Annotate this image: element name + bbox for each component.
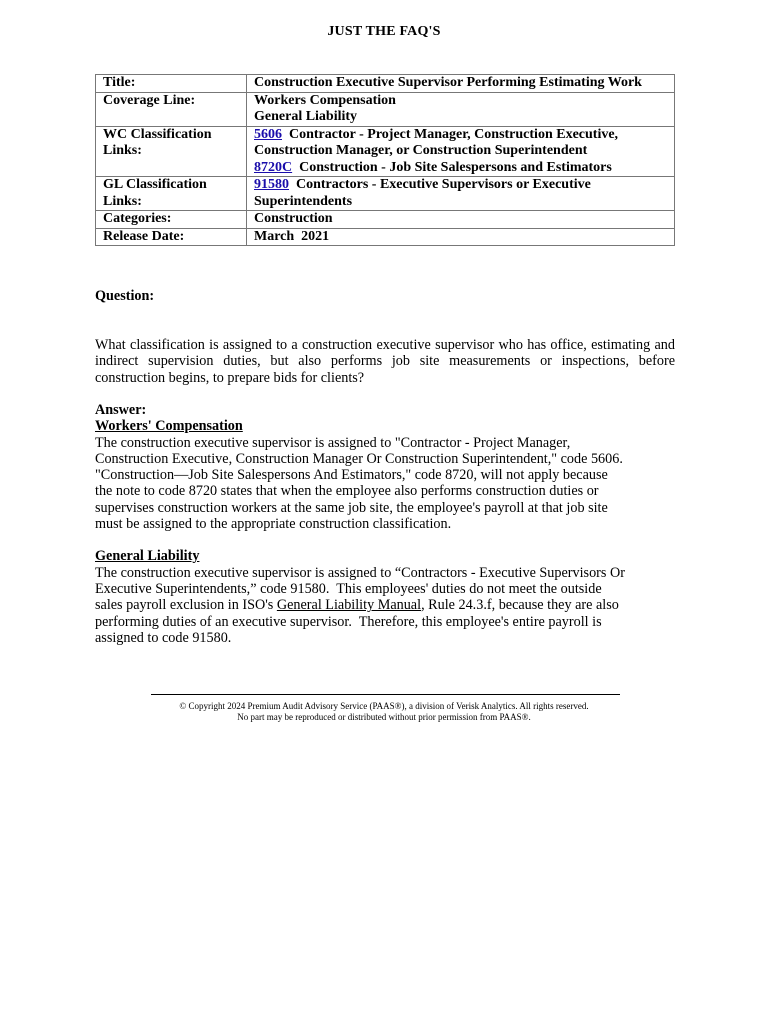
- wc-answer-line: must be assigned to the appropriate construction classification.: [95, 516, 452, 533]
- wc-classification-row: [96, 126, 675, 177]
- coverage-label: Coverage Line:: [96, 92, 247, 126]
- release-date-label: Release Date:: [96, 228, 247, 246]
- wc-link-text: Contractor - Project Manager, Construction Executive, Construction Manager, or Construction Superintendent: [254, 126, 619, 158]
- wc-code-link-8720c[interactable]: 8720C: [254, 159, 293, 175]
- title-value: Construction Executive Supervisor Performing Estimating Work: [247, 75, 675, 93]
- gl-manual-reference: General Liability Manual: [276, 597, 422, 614]
- answer-heading: Answer:: [95, 402, 147, 418]
- wc-answer-line: the note to code 8720 states that when the employee also performs construction duties or: [95, 483, 599, 500]
- copyright-footer: [0, 701, 768, 723]
- wc-answer-heading: Workers' Compensation: [95, 418, 243, 435]
- answer-section: [95, 402, 675, 646]
- coverage-line-wc: Workers Compensation: [254, 92, 396, 108]
- gl-answer-text: [95, 565, 675, 646]
- gl-line-post: , Rule 24.3.f, because they are also: [421, 597, 619, 614]
- title-label: Title:: [96, 75, 247, 93]
- wc-link-item: [254, 127, 667, 160]
- footer-divider: [151, 694, 620, 695]
- coverage-line-gl: General Liability: [254, 109, 358, 124]
- gl-answer-line: performing duties of an executive supervisor. Therefore, this employee's entire payroll is: [95, 613, 602, 630]
- question-text: What classification is assigned to a construction executive supervisor who has office, estimating and indirect supervision duties, but also performs job site measurements or inspections, before construction begins, to prepare bids for clients?: [95, 337, 675, 386]
- gl-answer-line: The construction executive supervisor is assigned to “Contractors - Executive Supervisors Or: [95, 564, 625, 581]
- coverage-value: [247, 92, 675, 126]
- coverage-row: [96, 92, 675, 126]
- release-date-row: [96, 228, 675, 246]
- gl-link-text: Contractors - Executive Supervisors or Executive Superintendents: [254, 177, 591, 209]
- wc-answer-line: supervises construction workers at the same job site, the employee's payroll at that job site: [95, 499, 608, 516]
- gl-answer-line: Executive Superintendents,” code 91580. This employees' duties do not meet the outside: [95, 580, 602, 597]
- categories-row: [96, 211, 675, 229]
- gl-classification-label: GL Classification Links:: [96, 177, 247, 211]
- gl-link-item: [254, 177, 667, 210]
- question-heading: Question:: [95, 288, 155, 304]
- title-row: [96, 75, 675, 93]
- gl-answer-line: assigned to code 91580.: [95, 629, 232, 646]
- gl-answer-line: [95, 597, 675, 613]
- wc-link-item: [254, 160, 667, 177]
- wc-answer-line: "Construction—Job Site Salespersons And Estimators," code 8720, will not apply because: [95, 467, 608, 484]
- wc-classification-links: [247, 126, 675, 177]
- release-date-value: March 2021: [247, 228, 675, 246]
- page-title: JUST THE FAQ'S: [327, 24, 441, 39]
- wc-answer-text: [95, 435, 675, 533]
- wc-answer-line: The construction executive supervisor is assigned to "Contractor - Project Manager,: [95, 434, 571, 451]
- gl-code-link-91580[interactable]: 91580: [254, 177, 289, 192]
- categories-label: Categories:: [96, 211, 247, 229]
- faq-info-table: [95, 74, 675, 246]
- wc-classification-label: WC Classification Links:: [96, 126, 247, 177]
- wc-link-text: Construction - Job Site Salespersons and Estimators: [299, 159, 612, 175]
- gl-classification-row: [96, 177, 675, 211]
- categories-value: Construction: [247, 211, 675, 229]
- wc-code-link-5606[interactable]: 5606: [254, 126, 282, 142]
- gl-answer-heading: General Liability: [95, 548, 200, 565]
- gl-line-pre: sales payroll exclusion in ISO's: [95, 597, 277, 614]
- reproduction-notice: No part may be reproduced or distributed without prior permission from PAAS®.: [237, 712, 531, 722]
- copyright-line: © Copyright 2024 Premium Audit Advisory Service (PAAS®), a division of Verisk Analytics. All rights reserved.: [179, 701, 589, 711]
- gl-classification-links: [247, 177, 675, 211]
- wc-answer-line: Construction Executive, Construction Manager Or Construction Superintendent," code 5606.: [95, 450, 623, 467]
